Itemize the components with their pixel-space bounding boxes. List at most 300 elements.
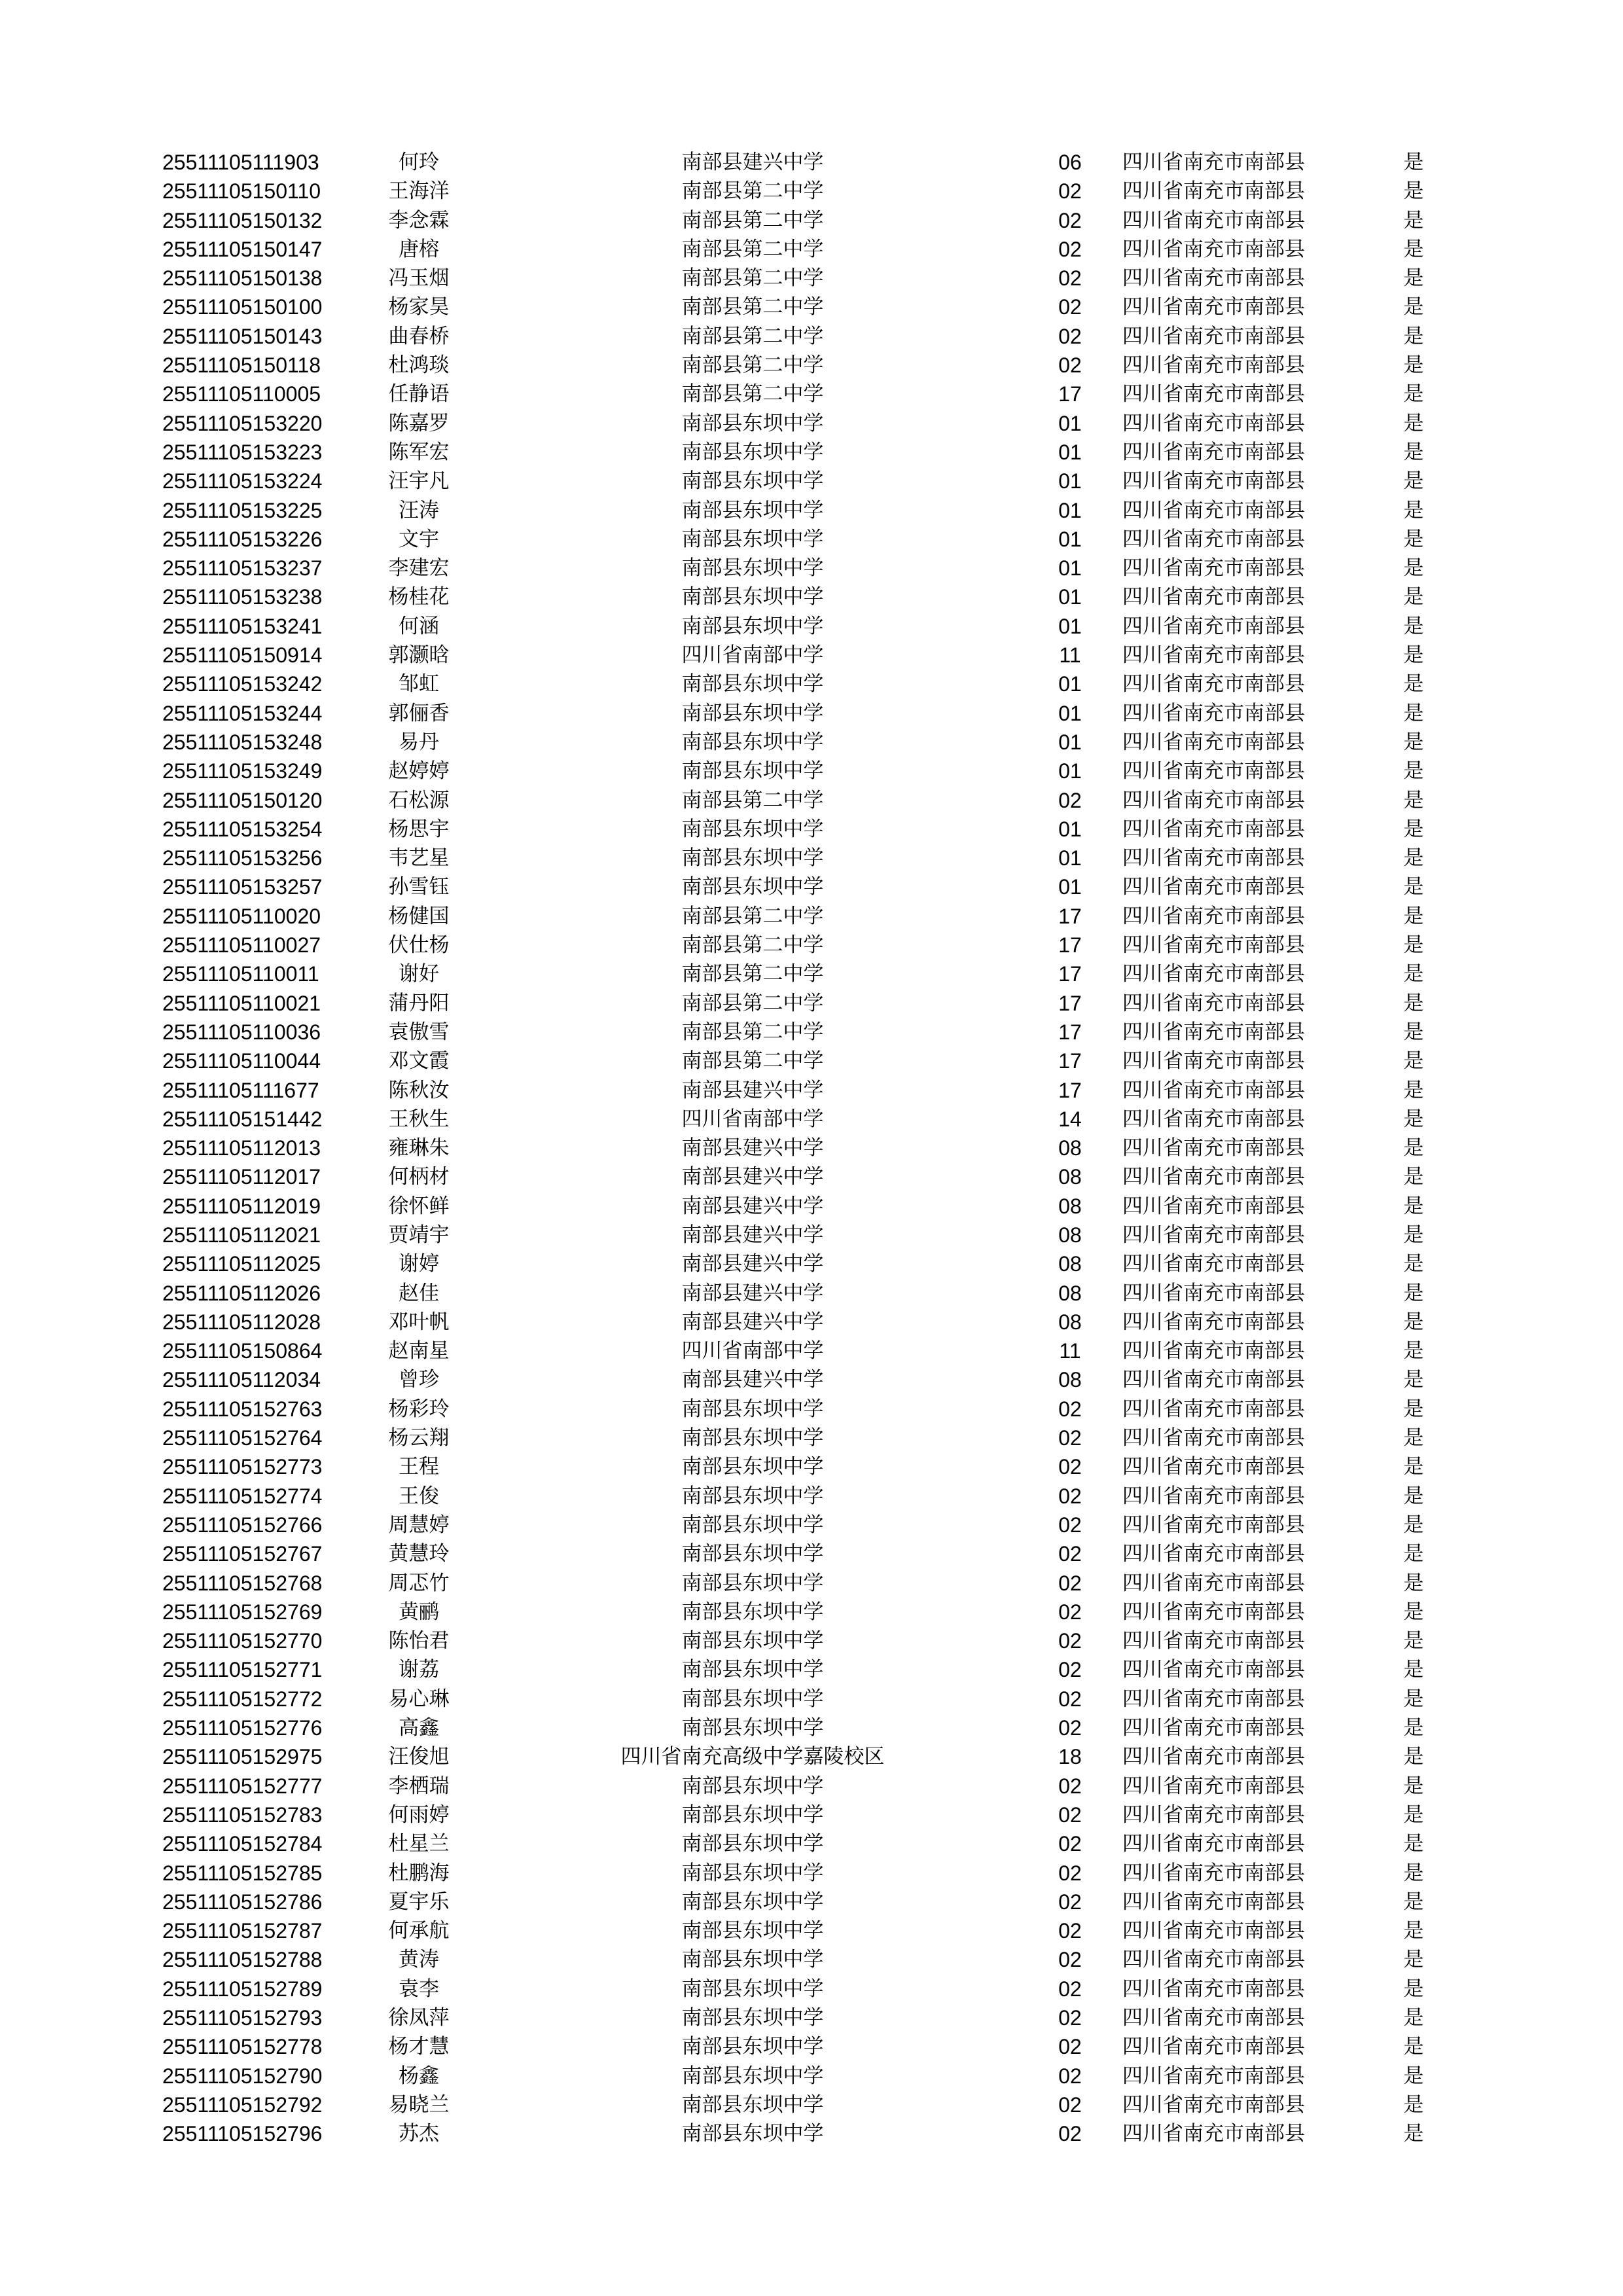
table-row [0, 1772, 1623, 1801]
region-cell: 四川省南充市南部县 [1122, 1165, 1305, 1189]
student-name-cell: 杨鑫 [399, 2064, 439, 2088]
candidate-id-cell: 25511105152785 [162, 1861, 323, 1885]
student-name-cell: 陈怡君 [388, 1629, 450, 1653]
table-row [0, 670, 1623, 698]
table-row [0, 322, 1623, 351]
student-name-cell: 易晓兰 [388, 2092, 450, 2117]
school-name-cell: 南部县第二中学 [681, 933, 824, 958]
student-name-cell: 何柄材 [388, 1165, 450, 1189]
table-row [0, 148, 1623, 177]
table-row [0, 554, 1623, 583]
eligible-flag-cell: 是 [1403, 1136, 1424, 1160]
eligible-flag-cell: 是 [1403, 1455, 1424, 1479]
eligible-flag-cell: 是 [1403, 469, 1424, 493]
school-name-cell: 南部县东坝中学 [681, 440, 824, 464]
table-row [0, 1162, 1623, 1191]
eligible-flag-cell: 是 [1403, 1774, 1424, 1798]
candidate-id-cell: 25511105150143 [162, 324, 323, 348]
student-name-cell: 谢荔 [399, 1658, 439, 1682]
candidate-id-cell: 25511105153241 [162, 614, 323, 638]
region-cell: 四川省南充市南部县 [1122, 759, 1305, 783]
student-name-cell: 何涵 [399, 614, 439, 638]
school-name-cell: 南部县东坝中学 [681, 1687, 824, 1711]
eligible-flag-cell: 是 [1403, 1890, 1424, 1914]
eligible-flag-cell: 是 [1403, 1252, 1424, 1276]
region-cell: 四川省南充市南部县 [1122, 1194, 1305, 1218]
eligible-flag-cell: 是 [1403, 1977, 1424, 2001]
region-cell: 四川省南充市南部县 [1122, 788, 1305, 812]
region-cell: 四川省南充市南部县 [1122, 1368, 1305, 1392]
school-name-cell: 四川省南充高级中学嘉陵校区 [620, 1745, 885, 1769]
category-code-cell: 02 [1058, 2006, 1082, 2030]
table-row [0, 1336, 1623, 1365]
school-name-cell: 南部县东坝中学 [681, 469, 824, 493]
candidate-id-cell: 25511105112021 [162, 1223, 321, 1247]
candidate-id-cell: 25511105152783 [162, 1803, 323, 1827]
candidate-id-cell: 25511105112034 [162, 1368, 321, 1392]
school-name-cell: 南部县建兴中学 [681, 1194, 824, 1218]
region-cell: 四川省南充市南部县 [1122, 846, 1305, 870]
student-name-cell: 李建宏 [388, 556, 450, 581]
eligible-flag-cell: 是 [1403, 1078, 1424, 1102]
student-name-cell: 杨健国 [388, 904, 450, 928]
candidate-id-cell: 25511105152772 [162, 1687, 323, 1711]
eligible-flag-cell: 是 [1403, 556, 1424, 581]
table-row [0, 844, 1623, 872]
region-cell: 四川省南充市南部县 [1122, 1223, 1305, 1247]
student-name-cell: 邓叶帆 [388, 1310, 450, 1334]
region-cell: 四川省南充市南部县 [1122, 672, 1305, 696]
school-name-cell: 南部县东坝中学 [681, 1397, 824, 1421]
student-name-cell: 唐榕 [399, 237, 439, 261]
student-name-cell: 徐怀鲜 [388, 1194, 450, 1218]
table-row [0, 1801, 1623, 1829]
school-name-cell: 南部县东坝中学 [681, 527, 824, 551]
region-cell: 四川省南充市南部县 [1122, 440, 1305, 464]
category-code-cell: 02 [1058, 1774, 1082, 1798]
eligible-flag-cell: 是 [1403, 614, 1424, 638]
candidate-id-cell: 25511105152777 [162, 1774, 323, 1798]
candidate-id-cell: 25511105112017 [162, 1165, 321, 1189]
table-row [0, 1685, 1623, 1713]
student-name-cell: 蒲丹阳 [388, 991, 450, 1015]
category-code-cell: 02 [1058, 179, 1082, 204]
table-row [0, 1424, 1623, 1452]
category-code-cell: 02 [1058, 237, 1082, 261]
candidate-id-cell: 25511105153257 [162, 875, 323, 899]
region-cell: 四川省南充市南部县 [1122, 2122, 1305, 2146]
candidate-id-cell: 25511105153254 [162, 817, 323, 841]
school-name-cell: 南部县第二中学 [681, 962, 824, 986]
category-code-cell: 02 [1058, 1687, 1082, 1711]
eligible-flag-cell: 是 [1403, 179, 1424, 204]
candidate-id-cell: 25511105152778 [162, 2035, 323, 2059]
eligible-flag-cell: 是 [1403, 1194, 1424, 1218]
student-name-cell: 邓文霞 [388, 1049, 450, 1073]
student-name-cell: 贾靖宇 [388, 1223, 450, 1247]
school-name-cell: 南部县建兴中学 [681, 1165, 824, 1189]
school-name-cell: 南部县东坝中学 [681, 556, 824, 581]
student-name-cell: 杨思宇 [388, 817, 450, 841]
eligible-flag-cell: 是 [1403, 904, 1424, 928]
school-name-cell: 南部县建兴中学 [681, 1223, 824, 1247]
student-name-cell: 杨才慧 [388, 2035, 450, 2059]
table-row [0, 380, 1623, 408]
student-name-cell: 赵佳 [399, 1281, 439, 1305]
category-code-cell: 02 [1058, 1426, 1082, 1450]
category-code-cell: 17 [1058, 933, 1082, 958]
student-name-cell: 陈嘉罗 [388, 411, 450, 435]
category-code-cell: 02 [1058, 1948, 1082, 1972]
table-row [0, 2032, 1623, 2061]
table-row [0, 409, 1623, 438]
eligible-flag-cell: 是 [1403, 208, 1424, 232]
school-name-cell: 南部县东坝中学 [681, 1484, 824, 1508]
eligible-flag-cell: 是 [1403, 1629, 1424, 1653]
region-cell: 四川省南充市南部县 [1122, 1745, 1305, 1769]
candidate-id-cell: 25511105152784 [162, 1832, 323, 1856]
region-cell: 四川省南充市南部县 [1122, 1716, 1305, 1740]
student-name-cell: 郭俪香 [388, 701, 450, 725]
table-row [0, 2090, 1623, 2119]
student-name-cell: 陈秋汝 [388, 1078, 450, 1102]
candidate-id-cell: 25511105110020 [162, 904, 321, 928]
school-name-cell: 南部县建兴中学 [681, 1252, 824, 1276]
eligible-flag-cell: 是 [1403, 1716, 1424, 1740]
school-name-cell: 南部县东坝中学 [681, 1861, 824, 1885]
school-name-cell: 南部县东坝中学 [681, 1426, 824, 1450]
eligible-flag-cell: 是 [1403, 1803, 1424, 1827]
eligible-flag-cell: 是 [1403, 266, 1424, 291]
school-name-cell: 南部县东坝中学 [681, 1948, 824, 1972]
eligible-flag-cell: 是 [1403, 353, 1424, 378]
category-code-cell: 08 [1058, 1223, 1082, 1247]
table-row [0, 293, 1623, 321]
table-row [0, 1945, 1623, 1974]
student-name-cell: 石松源 [388, 788, 450, 812]
table-row [0, 815, 1623, 844]
eligible-flag-cell: 是 [1403, 1310, 1424, 1334]
student-name-cell: 孙雪钰 [388, 875, 450, 899]
category-code-cell: 01 [1058, 701, 1082, 725]
table-row [0, 612, 1623, 641]
table-row [0, 1018, 1623, 1047]
eligible-flag-cell: 是 [1403, 382, 1424, 406]
candidate-id-cell: 25511105112028 [162, 1310, 321, 1334]
eligible-flag-cell: 是 [1403, 411, 1424, 435]
region-cell: 四川省南充市南部县 [1122, 382, 1305, 406]
region-cell: 四川省南充市南部县 [1122, 2064, 1305, 2088]
region-cell: 四川省南充市南部县 [1122, 933, 1305, 958]
candidate-id-cell: 25511105153220 [162, 411, 323, 435]
roster-table [0, 148, 1623, 2148]
table-row [0, 2119, 1623, 2148]
category-code-cell: 02 [1058, 295, 1082, 319]
table-row [0, 1859, 1623, 1888]
student-name-cell: 汪涛 [399, 498, 439, 522]
candidate-id-cell: 25511105153249 [162, 759, 323, 783]
student-name-cell: 赵婷婷 [388, 759, 450, 783]
region-cell: 四川省南充市南部县 [1122, 498, 1305, 522]
region-cell: 四川省南充市南部县 [1122, 1832, 1305, 1856]
region-cell: 四川省南充市南部县 [1122, 266, 1305, 291]
school-name-cell: 南部县第二中学 [681, 179, 824, 204]
student-name-cell: 赵南星 [388, 1339, 450, 1363]
student-name-cell: 任静语 [388, 382, 450, 406]
region-cell: 四川省南充市南部县 [1122, 179, 1305, 204]
candidate-id-cell: 25511105150132 [162, 208, 323, 232]
eligible-flag-cell: 是 [1403, 672, 1424, 696]
school-name-cell: 南部县第二中学 [681, 1020, 824, 1044]
category-code-cell: 06 [1058, 151, 1082, 174]
school-name-cell: 南部县东坝中学 [681, 1890, 824, 1914]
region-cell: 四川省南充市南部县 [1122, 1861, 1305, 1885]
category-code-cell: 02 [1058, 1803, 1082, 1827]
student-name-cell: 周忑竹 [388, 1571, 450, 1595]
region-cell: 四川省南充市南部县 [1122, 701, 1305, 725]
table-row [0, 1221, 1623, 1249]
candidate-id-cell: 25511105152770 [162, 1629, 323, 1653]
category-code-cell: 14 [1058, 1107, 1082, 1131]
region-cell: 四川省南充市南部县 [1122, 1803, 1305, 1827]
student-name-cell: 邹虹 [399, 672, 439, 696]
school-name-cell: 南部县东坝中学 [681, 1977, 824, 2001]
region-cell: 四川省南充市南部县 [1122, 527, 1305, 551]
eligible-flag-cell: 是 [1403, 759, 1424, 783]
eligible-flag-cell: 是 [1403, 1020, 1424, 1044]
region-cell: 四川省南充市南部县 [1122, 1542, 1305, 1566]
category-code-cell: 08 [1058, 1136, 1082, 1160]
table-row [0, 2062, 1623, 2090]
region-cell: 四川省南充市南部县 [1122, 208, 1305, 232]
region-cell: 四川省南充市南部县 [1122, 1513, 1305, 1537]
table-row [0, 902, 1623, 931]
region-cell: 四川省南充市南部县 [1122, 1020, 1305, 1044]
school-name-cell: 南部县东坝中学 [681, 1774, 824, 1798]
school-name-cell: 南部县东坝中学 [681, 1658, 824, 1682]
category-code-cell: 01 [1058, 440, 1082, 464]
category-code-cell: 02 [1058, 1919, 1082, 1943]
category-code-cell: 02 [1058, 1861, 1082, 1885]
student-name-cell: 杜星兰 [388, 1832, 450, 1856]
eligible-flag-cell: 是 [1403, 1542, 1424, 1566]
candidate-id-cell: 25511105110021 [162, 991, 321, 1015]
category-code-cell: 08 [1058, 1281, 1082, 1305]
eligible-flag-cell: 是 [1403, 2122, 1424, 2146]
candidate-id-cell: 25511105110044 [162, 1049, 321, 1073]
student-name-cell: 何雨婷 [388, 1803, 450, 1827]
category-code-cell: 02 [1058, 788, 1082, 812]
table-row [0, 583, 1623, 611]
category-code-cell: 11 [1059, 1339, 1081, 1363]
category-code-cell: 01 [1058, 875, 1082, 899]
school-name-cell: 南部县东坝中学 [681, 2035, 824, 2059]
category-code-cell: 08 [1058, 1310, 1082, 1334]
region-cell: 四川省南充市南部县 [1122, 991, 1305, 1015]
category-code-cell: 08 [1058, 1194, 1082, 1218]
student-name-cell: 伏仕杨 [388, 933, 450, 958]
candidate-id-cell: 25511105110027 [162, 933, 321, 958]
region-cell: 四川省南充市南部县 [1122, 817, 1305, 841]
student-name-cell: 李栖瑞 [388, 1774, 450, 1798]
table-row [0, 1047, 1623, 1075]
school-name-cell: 南部县第二中学 [681, 208, 824, 232]
category-code-cell: 02 [1058, 1716, 1082, 1740]
region-cell: 四川省南充市南部县 [1122, 904, 1305, 928]
school-name-cell: 南部县东坝中学 [681, 701, 824, 725]
category-code-cell: 02 [1058, 1542, 1082, 1566]
school-name-cell: 南部县第二中学 [681, 295, 824, 319]
table-row [0, 1539, 1623, 1568]
table-row [0, 1308, 1623, 1336]
school-name-cell: 南部县东坝中学 [681, 730, 824, 754]
student-name-cell: 杨彩玲 [388, 1397, 450, 1421]
school-name-cell: 南部县建兴中学 [681, 1368, 824, 1392]
region-cell: 四川省南充市南部县 [1122, 1049, 1305, 1073]
table-row [0, 2003, 1623, 2032]
eligible-flag-cell: 是 [1403, 1049, 1424, 1073]
region-cell: 四川省南充市南部县 [1122, 353, 1305, 378]
eligible-flag-cell: 是 [1403, 151, 1424, 174]
student-name-cell: 王俊 [399, 1484, 439, 1508]
eligible-flag-cell: 是 [1403, 817, 1424, 841]
region-cell: 四川省南充市南部县 [1122, 1310, 1305, 1334]
category-code-cell: 02 [1058, 1571, 1082, 1595]
region-cell: 四川省南充市南部县 [1122, 730, 1305, 754]
region-cell: 四川省南充市南部县 [1122, 469, 1305, 493]
student-name-cell: 韦艺星 [388, 846, 450, 870]
category-code-cell: 01 [1058, 585, 1082, 609]
region-cell: 四川省南充市南部县 [1122, 556, 1305, 581]
student-name-cell: 袁李 [399, 1977, 439, 2001]
school-name-cell: 南部县第二中学 [681, 266, 824, 291]
school-name-cell: 南部县东坝中学 [681, 1832, 824, 1856]
eligible-flag-cell: 是 [1403, 962, 1424, 986]
table-row [0, 1655, 1623, 1684]
eligible-flag-cell: 是 [1403, 2035, 1424, 2059]
category-code-cell: 01 [1058, 498, 1082, 522]
category-code-cell: 08 [1058, 1165, 1082, 1189]
student-name-cell: 李念霖 [388, 208, 450, 232]
category-code-cell: 17 [1058, 382, 1082, 406]
candidate-id-cell: 25511105152789 [162, 1977, 323, 2001]
candidate-id-cell: 25511105152975 [162, 1745, 323, 1769]
table-row [0, 1482, 1623, 1511]
table-row [0, 728, 1623, 757]
category-code-cell: 02 [1058, 208, 1082, 232]
student-name-cell: 苏杰 [399, 2122, 439, 2146]
candidate-id-cell: 25511105150110 [162, 179, 321, 204]
category-code-cell: 01 [1058, 759, 1082, 783]
candidate-id-cell: 25511105152790 [162, 2064, 323, 2088]
region-cell: 四川省南充市南部县 [1122, 1629, 1305, 1653]
candidate-id-cell: 25511105153237 [162, 556, 323, 581]
table-row [0, 1888, 1623, 1916]
student-name-cell: 易心琳 [388, 1687, 450, 1711]
student-name-cell: 王海洋 [388, 179, 450, 204]
table-row [0, 786, 1623, 815]
candidate-id-cell: 25511105153223 [162, 440, 323, 464]
table-row [0, 235, 1623, 264]
region-cell: 四川省南充市南部县 [1122, 614, 1305, 638]
eligible-flag-cell: 是 [1403, 1484, 1424, 1508]
category-code-cell: 02 [1058, 2064, 1082, 2088]
category-code-cell: 02 [1058, 1629, 1082, 1653]
candidate-id-cell: 25511105150147 [162, 237, 323, 261]
school-name-cell: 四川省南部中学 [681, 643, 824, 668]
candidate-id-cell: 25511105150914 [162, 643, 323, 668]
student-name-cell: 雍琳朱 [388, 1136, 450, 1160]
eligible-flag-cell: 是 [1403, 295, 1424, 319]
category-code-cell: 02 [1058, 353, 1082, 378]
eligible-flag-cell: 是 [1403, 237, 1424, 261]
candidate-id-cell: 25511105152786 [162, 1890, 323, 1914]
candidate-id-cell: 25511105150864 [162, 1339, 323, 1363]
eligible-flag-cell: 是 [1403, 1339, 1424, 1363]
candidate-id-cell: 25511105152796 [162, 2122, 323, 2146]
category-code-cell: 02 [1058, 1658, 1082, 1682]
candidate-id-cell: 25511105152787 [162, 1919, 323, 1943]
category-code-cell: 02 [1058, 2122, 1082, 2146]
school-name-cell: 南部县东坝中学 [681, 1600, 824, 1624]
category-code-cell: 17 [1058, 904, 1082, 928]
candidate-id-cell: 25511105110036 [162, 1020, 321, 1044]
candidate-id-cell: 25511105152792 [162, 2092, 323, 2117]
candidate-id-cell: 25511105152788 [162, 1948, 323, 1972]
eligible-flag-cell: 是 [1403, 1397, 1424, 1421]
table-row [0, 960, 1623, 988]
region-cell: 四川省南充市南部县 [1122, 295, 1305, 319]
category-code-cell: 02 [1058, 1397, 1082, 1421]
region-cell: 四川省南充市南部县 [1122, 324, 1305, 348]
table-row [0, 1395, 1623, 1424]
school-name-cell: 南部县第二中学 [681, 904, 824, 928]
category-code-cell: 17 [1058, 1020, 1082, 1044]
table-row [0, 1134, 1623, 1162]
school-name-cell: 南部县东坝中学 [681, 585, 824, 609]
category-code-cell: 02 [1058, 266, 1082, 291]
table-row [0, 1598, 1623, 1626]
candidate-id-cell: 25511105150138 [162, 266, 323, 291]
candidate-id-cell: 25511105150100 [162, 295, 323, 319]
region-cell: 四川省南充市南部县 [1122, 962, 1305, 986]
school-name-cell: 南部县第二中学 [681, 382, 824, 406]
region-cell: 四川省南充市南部县 [1122, 1339, 1305, 1363]
eligible-flag-cell: 是 [1403, 1107, 1424, 1131]
school-name-cell: 南部县建兴中学 [681, 1078, 824, 1102]
eligible-flag-cell: 是 [1403, 324, 1424, 348]
table-row [0, 525, 1623, 554]
region-cell: 四川省南充市南部县 [1122, 2006, 1305, 2030]
table-row [0, 872, 1623, 901]
table-row [0, 438, 1623, 467]
candidate-id-cell: 25511105152774 [162, 1484, 323, 1508]
region-cell: 四川省南充市南部县 [1122, 1919, 1305, 1943]
candidate-id-cell: 25511105152766 [162, 1513, 323, 1537]
category-code-cell: 08 [1058, 1368, 1082, 1392]
school-name-cell: 南部县东坝中学 [681, 759, 824, 783]
region-cell: 四川省南充市南部县 [1122, 2092, 1305, 2117]
school-name-cell: 南部县东坝中学 [681, 614, 824, 638]
student-name-cell: 杨云翔 [388, 1426, 450, 1450]
table-row [0, 1249, 1623, 1278]
school-name-cell: 南部县东坝中学 [681, 411, 824, 435]
student-name-cell: 何玲 [399, 151, 439, 174]
candidate-id-cell: 25511105111677 [162, 1078, 319, 1102]
region-cell: 四川省南充市南部县 [1122, 1397, 1305, 1421]
category-code-cell: 02 [1058, 1484, 1082, 1508]
region-cell: 四川省南充市南部县 [1122, 1426, 1305, 1450]
